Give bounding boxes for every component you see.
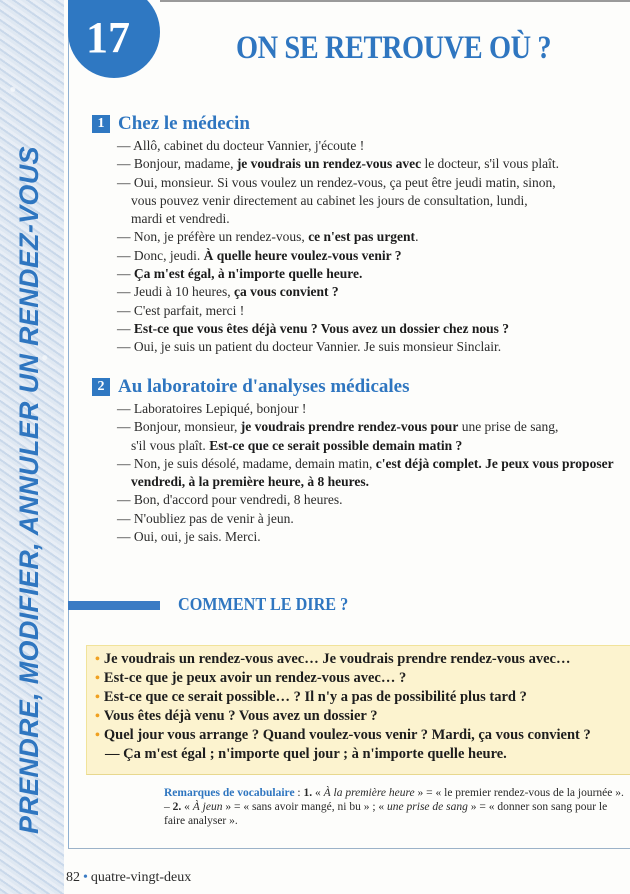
- chapter-sidebar: [0, 0, 64, 894]
- dialogue-chez-le-medecin: [117, 137, 559, 357]
- phrase-item: • Est-ce que ce serait possible… ? Il n'y a pas de possibilité plus tard ?: [95, 689, 527, 705]
- comment-le-dire-title: COMMENT LE DIRE ?: [178, 594, 349, 614]
- dialogue-line: — Bonjour, monsieur, je voudrais prendre rendez-vous pour une prise de sang, s'il vous plaît. Est-ce que ce serait possible demain matin ?: [117, 419, 559, 453]
- dialogue-line: — Non, je suis désolé, madame, demain matin, c'est déjà complet. Je peux vous proposer vendredi, à la première heure, à 8 heures.: [117, 455, 614, 490]
- dash-marker: —: [117, 401, 134, 416]
- bullet-icon: •: [95, 728, 100, 743]
- dialogue-laboratoire: [117, 400, 614, 546]
- section-title: Chez le médecin: [118, 113, 250, 134]
- dash-marker: —: [117, 510, 134, 526]
- phrase-item: • Quel jour vous arrange ? Quand voulez-vous venir ? Mardi, ça vous convient ?: [95, 727, 591, 743]
- section-number-badge: 1: [92, 115, 110, 133]
- remarks-label: Remarques de vocabulaire: [164, 787, 295, 799]
- dialogue-line: — Donc, jeudi. À quelle heure voulez-vous venir ?: [117, 247, 402, 263]
- sidebar-title: PRENDRE, MODIFIER, ANNULER UN RENDEZ-VOUS: [14, 146, 44, 834]
- dialogue-line: — N'oubliez pas de venir à jeun.: [117, 510, 294, 526]
- section-heading-1: [92, 113, 250, 135]
- dialogue-line: — Bonjour, madame, je voudrais un rendez-vous avec le docteur, s'il vous plaît.: [117, 156, 560, 172]
- dialogue-line: — Non, je préfère un rendez-vous, ce n'est pas urgent.: [117, 229, 419, 245]
- useful-phrases-box: [86, 645, 630, 775]
- dash-marker: —: [117, 320, 134, 336]
- dash-marker: —: [117, 419, 134, 435]
- dash-marker: —: [117, 174, 134, 190]
- section-title: Au laboratoire d'analyses médicales: [118, 376, 410, 397]
- page-title: ON SE RETROUVE OÙ ?: [236, 30, 552, 66]
- comment-le-dire-bar: [68, 601, 160, 610]
- dash-marker: —: [117, 229, 134, 245]
- page-footer: [66, 870, 191, 886]
- phrase-item: • Vous êtes déjà venu ? Vous avez un dossier ?: [95, 708, 378, 724]
- phrase-response: — Ça m'est égal ; n'importe quel jour ; à n'importe quelle heure.: [105, 746, 507, 762]
- dialogue-line: — Oui, oui, je sais. Merci.: [117, 529, 261, 545]
- dialogue-line: — Oui, je suis un patient du docteur Vannier. Je suis monsieur Sinclair.: [117, 339, 502, 355]
- page-border-top: [160, 0, 630, 2]
- bullet-icon: •: [95, 709, 100, 724]
- page-number: 82: [66, 870, 80, 885]
- bullet-icon: •: [83, 870, 88, 885]
- dash-marker: —: [117, 455, 134, 471]
- chapter-number: 17: [86, 13, 130, 62]
- dash-marker: —: [117, 284, 134, 300]
- dialogue-line: — Oui, monsieur. Si vous voulez un rendez-vous, ça peut être jeudi matin, sinon, vous pouvez venir directement au cabinet les jours de consultation, lundi, mardi et vendredi.: [117, 174, 556, 227]
- dash-marker: —: [117, 266, 134, 282]
- dash-marker: —: [117, 529, 134, 545]
- dash-marker: —: [117, 138, 134, 153]
- page-border-left: [68, 0, 69, 848]
- dash-marker: —: [117, 492, 134, 508]
- dash-marker: —: [117, 339, 134, 355]
- dash-marker: —: [117, 247, 134, 263]
- bullet-icon: •: [95, 690, 100, 705]
- phrase-item: • Est-ce que je peux avoir un rendez-vous avec… ?: [95, 670, 407, 686]
- dash-marker: —: [117, 302, 134, 318]
- dialogue-line: — Ça m'est égal, à n'importe quelle heure.: [117, 266, 363, 282]
- page-number-words: quatre-vingt-deux: [90, 870, 192, 885]
- phrase-item: • Je voudrais un rendez-vous avec… Je voudrais prendre rendez-vous avec…: [95, 651, 571, 667]
- section-heading-2: [92, 376, 410, 398]
- dialogue-line: — Bon, d'accord pour vendredi, 8 heures.: [117, 492, 343, 508]
- dash-marker: —: [117, 156, 134, 172]
- vocabulary-remarks: Remarques de vocabulaire : 1. « À la première heure » = « le premier rendez-vous de la journée ». – 2. « À jeun » = « sans avoir mangé, ni bu » ; « une prise de sang » = « donner son sang pour le faire analyser ».: [164, 787, 624, 827]
- dialogue-line: — Allô, cabinet du docteur Vannier, j'écoute !: [117, 138, 365, 153]
- dialogue-line: — Laboratoires Lepiqué, bonjour !: [117, 401, 307, 416]
- dialogue-line: — Jeudi à 10 heures, ça vous convient ?: [117, 284, 339, 300]
- dialogue-line: — C'est parfait, merci !: [117, 302, 245, 318]
- dialogue-line: — Est-ce que vous êtes déjà venu ? Vous avez un dossier chez nous ?: [117, 320, 510, 336]
- section-number-badge: 2: [92, 378, 110, 396]
- bullet-icon: •: [95, 671, 100, 686]
- page-border-bottom: [68, 848, 630, 849]
- bullet-icon: •: [95, 652, 100, 667]
